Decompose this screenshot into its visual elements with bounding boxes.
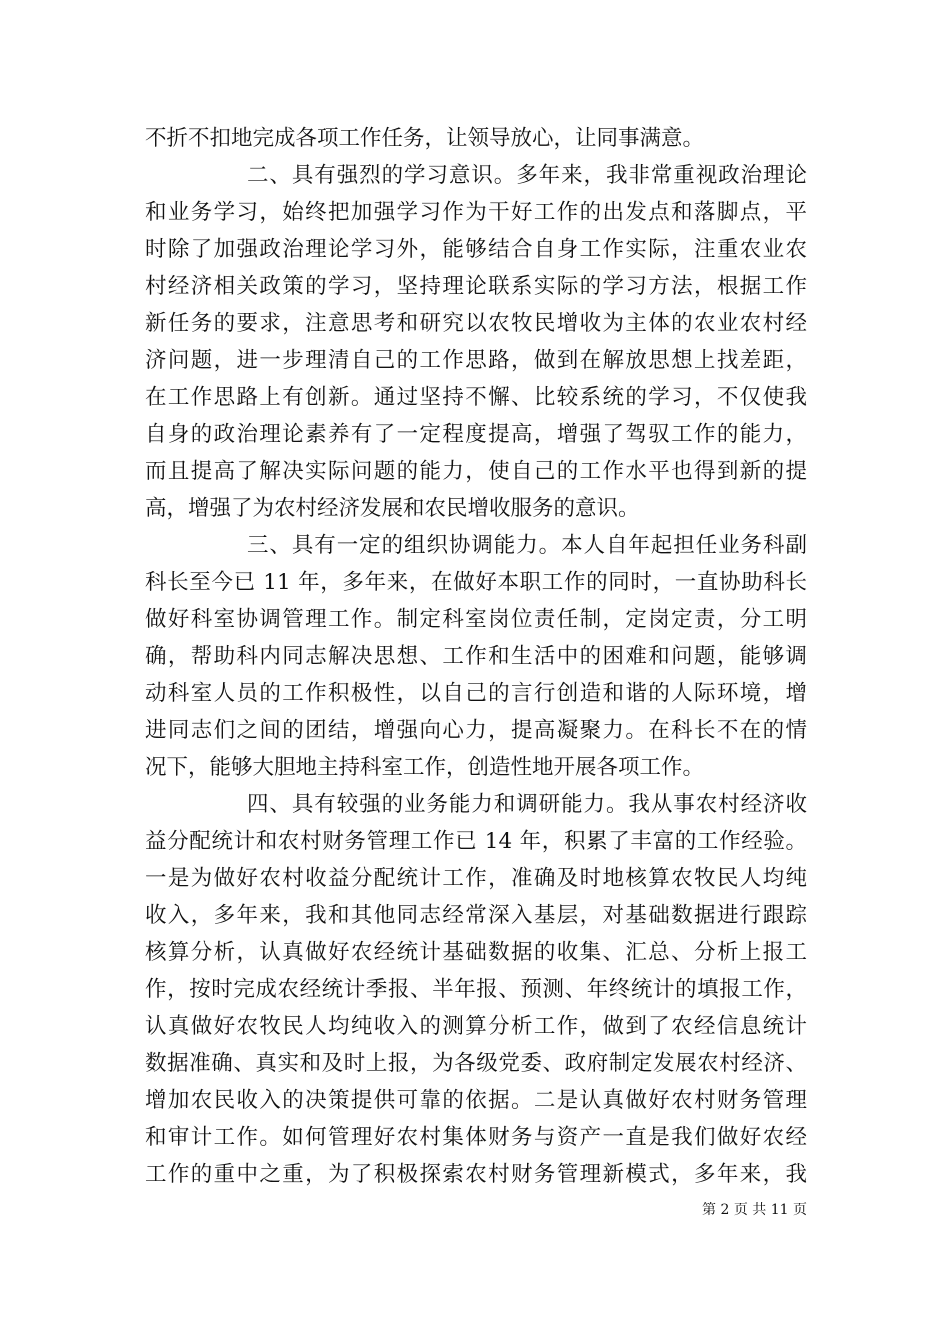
text-line: 时除了加强政治理论学习外，能够结合自身工作实际，注重农业农 [145,237,807,262]
text-line: 收入，多年来，我和其他同志经常深入基层，对基础数据进行跟踪 [145,903,807,928]
text-line: 况下，能够大胆地主持科室工作，创造性地开展各项工作。 [145,755,705,780]
text-line: 自身的政治理论素养有了一定程度提高，增强了驾驭工作的能力， [145,422,807,447]
text-line: 工作的重中之重，为了积极探索农村财务管理新模式，多年来，我 [145,1162,807,1187]
text-line: 数据准确、真实和及时上报，为各级党委、政府制定发展农村经济、 [145,1051,807,1076]
text-line: 高，增强了为农村经济发展和农民增收服务的意识。 [145,496,640,521]
text-line: 确，帮助科内同志解决思想、工作和生活中的困难和问题，能够调 [145,644,807,669]
text-line: 在工作思路上有创新。通过坚持不懈、比较系统的学习，不仅使我 [145,385,807,410]
text-line: 益分配统计和农村财务管理工作已 14 年，积累了丰富的工作经验。 [145,829,807,854]
text-line: 认真做好农牧民人均纯收入的测算分析工作，做到了农经信息统计 [145,1014,807,1039]
text-line: 村经济相关政策的学习，坚持理论联系实际的学习方法，根据工作 [145,274,807,299]
text-line: 增加农民收入的决策提供可靠的依据。二是认真做好农村财务管理 [145,1088,807,1113]
text-line: 进同志们之间的团结，增强向心力，提高凝聚力。在科长不在的情 [145,718,807,743]
text-line: 二、具有强烈的学习意识。多年来，我非常重视政治理论 [247,163,807,188]
text-line: 而且提高了解决实际问题的能力，使自己的工作水平也得到新的提 [145,459,807,484]
text-line: 四、具有较强的业务能力和调研能力。我从事农村经济收 [247,792,807,817]
text-line: 三、具有一定的组织协调能力。本人自年起担任业务科副 [247,533,807,558]
text-line: 和业务学习，始终把加强学习作为干好工作的出发点和落脚点，平 [145,200,807,225]
text-line: 一是为做好农村收益分配统计工作，准确及时地核算农牧民人均纯 [145,866,807,891]
text-line: 新任务的要求，注意思考和研究以农牧民增收为主体的农业农村经 [145,311,807,336]
text-line: 济问题，进一步理清自己的工作思路，做到在解放思想上找差距， [145,348,807,373]
text-line: 做好科室协调管理工作。制定科室岗位责任制，定岗定责，分工明 [145,607,807,632]
text-line: 和审计工作。如何管理好农村集体财务与资产一直是我们做好农经 [145,1125,807,1150]
text-line: 科长至今已 11 年，多年来，在做好本职工作的同时，一直协助科长 [145,570,807,595]
text-line: 不折不扣地完成各项工作任务，让领导放心，让同事满意。 [145,126,705,151]
text-line: 核算分析，认真做好农经统计基础数据的收集、汇总、分析上报工 [145,940,807,965]
text-line: 动科室人员的工作积极性，以自己的言行创造和谐的人际环境，增 [145,681,807,706]
text-line: 作，按时完成农经统计季报、半年报、预测、年终统计的填报工作， [145,977,807,1002]
page-number: 第 2 页 共 11 页 [702,1202,807,1218]
